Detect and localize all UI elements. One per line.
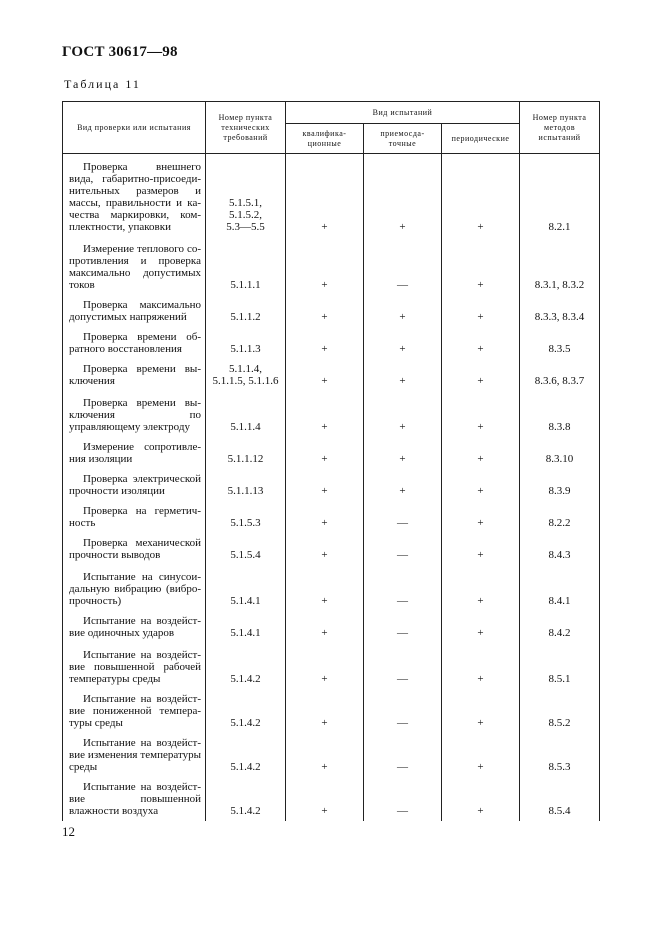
test-name-text: Проверка внешнего вида, габаритно-присоеди-нительных размеров и массы, правильности и ка-чества маркировки, ком-плектности, упаковки — [69, 160, 201, 233]
method-text: 8.2.1 — [548, 220, 571, 233]
method-text: 8.3.1, 8.3.2 — [534, 278, 585, 291]
test-name-text: Проверка времени об-ратного восстановления — [69, 330, 201, 355]
qualification-cell — [286, 469, 364, 501]
method-cell — [520, 237, 600, 295]
acceptance-text: — — [397, 672, 408, 685]
periodic-cell — [442, 359, 520, 391]
method-text: 8.5.1 — [548, 672, 571, 685]
test-name-text: Измерение теплового со-противления и проверка максимально допустимых токов — [69, 242, 201, 291]
qualification-text: + — [321, 484, 328, 497]
table-row — [63, 295, 600, 327]
qualification-cell — [286, 689, 364, 733]
method-text: 8.5.3 — [548, 760, 571, 773]
tech-req-cell — [206, 565, 286, 611]
method-cell — [520, 501, 600, 533]
table-row — [63, 643, 600, 689]
test-name-text: Проверка на герметич-ность — [69, 504, 201, 529]
acceptance-cell — [364, 437, 442, 469]
method-text: 8.5.2 — [548, 716, 571, 729]
method-text: 8.3.3, 8.3.4 — [534, 310, 585, 323]
test-name-cell — [63, 295, 206, 327]
tech-req-cell — [206, 237, 286, 295]
tech-req-cell — [206, 391, 286, 437]
periodic-text: + — [477, 278, 484, 291]
tech-req-text: 5.1.1.4, 5.1.1.5, 5.1.1.6 — [212, 362, 279, 387]
qualification-cell — [286, 501, 364, 533]
tech-req-cell — [206, 295, 286, 327]
acceptance-text: + — [399, 484, 406, 497]
tech-req-text: 5.1.1.2 — [230, 310, 261, 323]
periodic-text: + — [477, 516, 484, 529]
method-text: 8.4.1 — [548, 594, 571, 607]
header-test-kinds: Вид испытаний — [286, 102, 520, 124]
test-name-cell — [63, 437, 206, 469]
table-row — [63, 237, 600, 295]
qualification-cell — [286, 295, 364, 327]
method-text: 8.2.2 — [548, 516, 571, 529]
method-text: 8.3.8 — [548, 420, 571, 433]
qualification-text: + — [321, 342, 328, 355]
test-name-text: Измерение сопротивле-ния изоляции — [69, 440, 201, 465]
test-name-text: Проверка механической прочности выводов — [69, 536, 201, 561]
test-name-cell — [63, 469, 206, 501]
test-name-cell — [63, 501, 206, 533]
periodic-cell — [442, 154, 520, 237]
periodic-text: + — [477, 310, 484, 323]
test-name-cell — [63, 777, 206, 821]
acceptance-text: + — [399, 342, 406, 355]
periodic-text: + — [477, 484, 484, 497]
qualification-cell — [286, 154, 364, 237]
header-test-methods: Номер пункта методов испытаний — [520, 102, 600, 154]
test-name-text: Проверка максимально допустимых напряжений — [69, 298, 201, 323]
periodic-text: + — [477, 374, 484, 387]
acceptance-cell — [364, 359, 442, 391]
qualification-text: + — [321, 626, 328, 639]
qualification-cell — [286, 391, 364, 437]
test-name-cell — [63, 391, 206, 437]
method-cell — [520, 565, 600, 611]
method-text: 8.4.2 — [548, 626, 571, 639]
tech-req-text: 5.1.4.2 — [230, 716, 261, 729]
periodic-cell — [442, 777, 520, 821]
test-name-text: Испытание на воздейст-вие повышенной рабочей температуры среды — [69, 648, 201, 685]
test-name-cell — [63, 643, 206, 689]
tech-req-cell — [206, 689, 286, 733]
method-text: 8.3.10 — [545, 452, 574, 465]
periodic-text: + — [477, 804, 484, 817]
qualification-text: + — [321, 760, 328, 773]
qualification-text: + — [321, 516, 328, 529]
acceptance-cell — [364, 643, 442, 689]
periodic-text: + — [477, 220, 484, 233]
qualification-text: + — [321, 672, 328, 685]
header-qualification: квалифика- ционные — [286, 124, 364, 154]
periodic-text: + — [477, 420, 484, 433]
acceptance-text: — — [397, 760, 408, 773]
qualification-text: + — [321, 310, 328, 323]
header-test-type: Вид проверки или испытания — [63, 102, 206, 154]
tech-req-cell — [206, 733, 286, 777]
table-row — [63, 565, 600, 611]
tech-req-text: 5.1.4.1 — [230, 626, 261, 639]
method-text: 8.3.5 — [548, 342, 571, 355]
table-row — [63, 777, 600, 821]
tech-req-text: 5.1.1.3 — [230, 342, 261, 355]
qualification-cell — [286, 643, 364, 689]
qualification-cell — [286, 359, 364, 391]
acceptance-cell — [364, 327, 442, 359]
method-cell — [520, 643, 600, 689]
test-name-cell — [63, 565, 206, 611]
periodic-text: + — [477, 626, 484, 639]
method-cell — [520, 533, 600, 565]
table-row — [63, 733, 600, 777]
test-name-text: Испытание на воздейст-вие одиночных ударов — [69, 614, 201, 639]
table-body — [63, 154, 600, 821]
tech-req-text: 5.1.1.4 — [230, 420, 261, 433]
qualification-cell — [286, 777, 364, 821]
periodic-text: + — [477, 452, 484, 465]
qualification-text: + — [321, 374, 328, 387]
qualification-text: + — [321, 548, 328, 561]
table-row — [63, 611, 600, 643]
tech-req-cell — [206, 777, 286, 821]
table-row — [63, 501, 600, 533]
periodic-cell — [442, 237, 520, 295]
acceptance-cell — [364, 689, 442, 733]
test-name-cell — [63, 327, 206, 359]
method-text: 8.3.6, 8.3.7 — [534, 374, 585, 387]
qualification-cell — [286, 611, 364, 643]
periodic-text: + — [477, 594, 484, 607]
header-tech-requirements: Номер пункта технических требований — [206, 102, 286, 154]
page-number: 12 — [62, 824, 75, 839]
table-label: Таблица 11 — [64, 77, 141, 91]
acceptance-text: — — [397, 278, 408, 291]
periodic-cell — [442, 295, 520, 327]
periodic-text: + — [477, 548, 484, 561]
method-cell — [520, 689, 600, 733]
periodic-cell — [442, 327, 520, 359]
qualification-cell — [286, 733, 364, 777]
method-cell — [520, 295, 600, 327]
tech-req-cell — [206, 643, 286, 689]
tech-req-cell — [206, 327, 286, 359]
periodic-cell — [442, 643, 520, 689]
periodic-cell — [442, 437, 520, 469]
tech-req-text: 5.1.4.2 — [230, 672, 261, 685]
test-name-text: Испытание на воздейст-вие пониженной темпера-туры среды — [69, 692, 201, 729]
test-name-text: Испытание на воздейст-вие изменения температуры среды — [69, 736, 201, 773]
tech-req-cell — [206, 611, 286, 643]
acceptance-cell — [364, 611, 442, 643]
acceptance-text: — — [397, 516, 408, 529]
periodic-cell — [442, 469, 520, 501]
test-name-cell — [63, 611, 206, 643]
method-cell — [520, 327, 600, 359]
test-name-cell — [63, 359, 206, 391]
tech-req-text: 5.1.4.2 — [230, 760, 261, 773]
periodic-text: + — [477, 672, 484, 685]
test-name-text: Проверка времени вы-ключения — [69, 362, 201, 387]
method-text: 8.5.4 — [548, 804, 571, 817]
method-text: 8.3.9 — [548, 484, 571, 497]
acceptance-cell — [364, 733, 442, 777]
periodic-cell — [442, 733, 520, 777]
acceptance-cell — [364, 391, 442, 437]
test-name-text: Испытание на синусои-дальную вибрацию (вибро-прочность) — [69, 570, 201, 607]
qualification-text: + — [321, 716, 328, 729]
periodic-cell — [442, 689, 520, 733]
test-name-cell — [63, 733, 206, 777]
table-row — [63, 327, 600, 359]
acceptance-cell — [364, 533, 442, 565]
acceptance-cell — [364, 237, 442, 295]
table-row — [63, 359, 600, 391]
tech-req-text: 5.1.1.1 — [230, 278, 261, 291]
qualification-text: + — [321, 594, 328, 607]
acceptance-cell — [364, 154, 442, 237]
tech-req-cell — [206, 359, 286, 391]
acceptance-cell — [364, 295, 442, 327]
periodic-cell — [442, 391, 520, 437]
tech-req-cell — [206, 154, 286, 237]
test-name-text: Испытание на воздейст-вие повышенной влажности воздуха — [69, 780, 201, 817]
qualification-text: + — [321, 452, 328, 465]
acceptance-text: — — [397, 626, 408, 639]
test-name-cell — [63, 154, 206, 237]
tech-req-text: 5.1.1.12 — [227, 452, 264, 465]
table-row — [63, 689, 600, 733]
tech-req-cell — [206, 501, 286, 533]
table-row — [63, 469, 600, 501]
method-cell — [520, 777, 600, 821]
tech-req-cell — [206, 469, 286, 501]
tests-table — [62, 101, 600, 821]
qualification-cell — [286, 327, 364, 359]
test-name-cell — [63, 689, 206, 733]
acceptance-text: — — [397, 548, 408, 561]
qualification-cell — [286, 565, 364, 611]
periodic-cell — [442, 565, 520, 611]
header-periodic: периодические — [442, 124, 520, 154]
periodic-text: + — [477, 760, 484, 773]
qualification-text: + — [321, 278, 328, 291]
table-row — [63, 533, 600, 565]
test-name-text: Проверка времени вы-ключения по управляющему электроду — [69, 396, 201, 433]
tech-req-text: 5.1.1.13 — [227, 484, 264, 497]
method-text: 8.4.3 — [548, 548, 571, 561]
periodic-cell — [442, 611, 520, 643]
table-row — [63, 391, 600, 437]
method-cell — [520, 359, 600, 391]
acceptance-text: + — [399, 452, 406, 465]
test-name-text: Проверка электрической прочности изоляции — [69, 472, 201, 497]
acceptance-text: — — [397, 594, 408, 607]
tech-req-cell — [206, 533, 286, 565]
qualification-cell — [286, 533, 364, 565]
acceptance-text: — — [397, 804, 408, 817]
acceptance-cell — [364, 777, 442, 821]
qualification-cell — [286, 437, 364, 469]
qualification-text: + — [321, 220, 328, 233]
test-name-cell — [63, 533, 206, 565]
table-row — [63, 437, 600, 469]
method-cell — [520, 733, 600, 777]
method-cell — [520, 437, 600, 469]
method-cell — [520, 611, 600, 643]
method-cell — [520, 154, 600, 237]
method-cell — [520, 469, 600, 501]
periodic-cell — [442, 501, 520, 533]
acceptance-text: + — [399, 420, 406, 433]
acceptance-text: — — [397, 716, 408, 729]
tech-req-text: 5.1.5.1, 5.1.5.2, 5.3—5.5 — [226, 196, 265, 233]
qualification-text: + — [321, 804, 328, 817]
acceptance-cell — [364, 469, 442, 501]
periodic-text: + — [477, 716, 484, 729]
qualification-cell — [286, 237, 364, 295]
acceptance-text: + — [399, 374, 406, 387]
document-title: ГОСТ 30617—98 — [62, 44, 178, 60]
table-row — [63, 154, 600, 237]
method-cell — [520, 391, 600, 437]
tech-req-text: 5.1.5.3 — [230, 516, 261, 529]
test-name-cell — [63, 237, 206, 295]
tech-req-cell — [206, 437, 286, 469]
periodic-text: + — [477, 342, 484, 355]
acceptance-cell — [364, 565, 442, 611]
acceptance-text: + — [399, 220, 406, 233]
header-acceptance: приемосда- точные — [364, 124, 442, 154]
qualification-text: + — [321, 420, 328, 433]
tech-req-text: 5.1.4.1 — [230, 594, 261, 607]
tech-req-text: 5.1.4.2 — [230, 804, 261, 817]
acceptance-text: + — [399, 310, 406, 323]
tech-req-text: 5.1.5.4 — [230, 548, 261, 561]
acceptance-cell — [364, 501, 442, 533]
periodic-cell — [442, 533, 520, 565]
